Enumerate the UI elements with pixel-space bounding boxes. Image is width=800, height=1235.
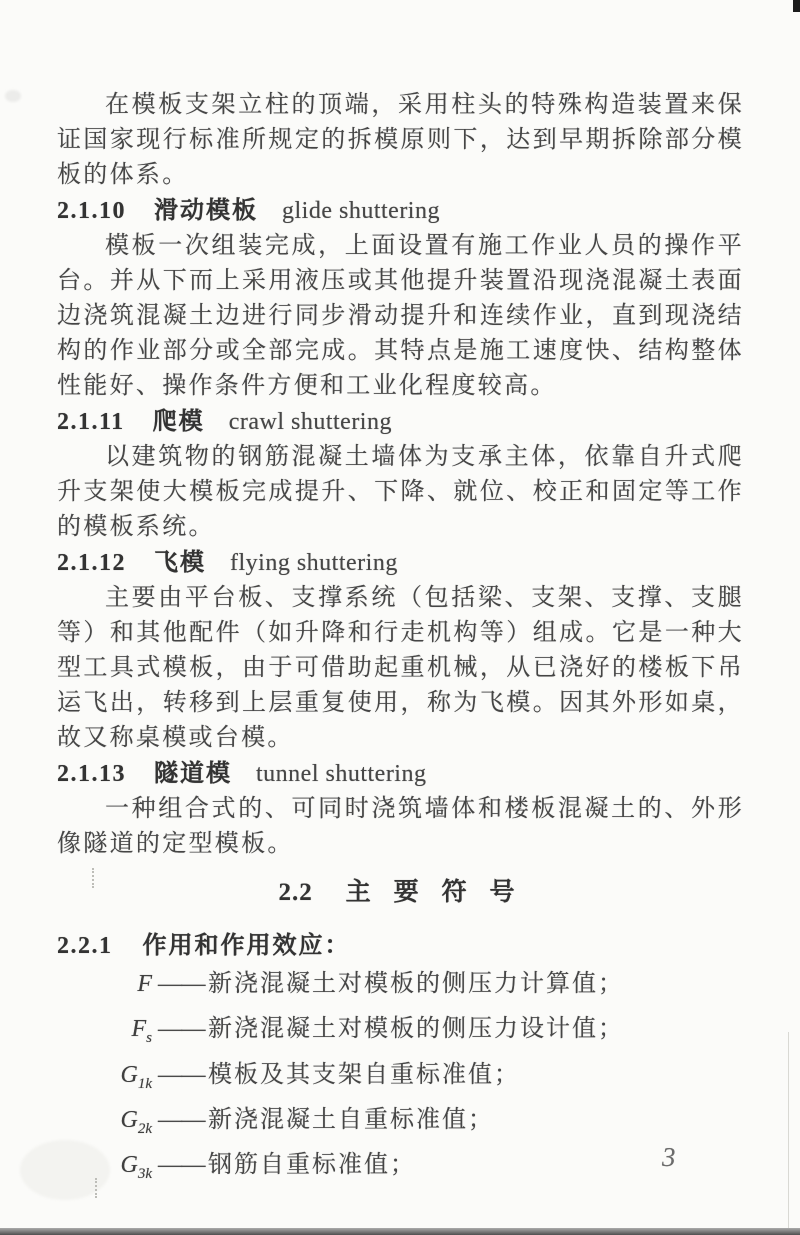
term-name-zh: 飞模 [154, 549, 206, 576]
symbol-dash: —— [158, 1016, 205, 1043]
clause-heading-2-2-1 [57, 928, 744, 964]
clause-number: 2.2.1 [57, 933, 113, 959]
symbol-description: 模板及其支架自重标准值； [208, 1061, 520, 1088]
symbol-list [57, 966, 744, 1192]
term-heading-2-1-13 [57, 756, 744, 792]
section-number: 2.2 [278, 879, 313, 906]
symbol-dash: —— [158, 1106, 205, 1133]
definition-paragraph-continuation: 在模板支架立柱的顶端，采用柱头的特殊构造装置来保证国家现行标准所规定的拆模原则下，达到早期拆除部分模板的体系。 [57, 92, 744, 188]
term-heading-2-1-10 [57, 193, 744, 229]
symbol-dash: —— [158, 1061, 205, 1088]
symbol-row [57, 1102, 744, 1147]
symbol-description: 新浇混凝土自重标准值； [208, 1106, 494, 1133]
symbol-name: F [137, 971, 152, 997]
symbol-description: 新浇混凝土对模板的侧压力设计值； [208, 1016, 624, 1043]
definition-paragraph: 以建筑物的钢筋混凝土墙体为支承主体，依靠自升式爬升支架使大模板完成提升、下降、就位、校正和固定等工作的模板系统。 [57, 444, 744, 540]
symbol-name: $F_s$ [131, 1016, 152, 1047]
term-name-en: flying shuttering [230, 550, 398, 576]
term-name-zh: 隧道模 [154, 760, 232, 787]
term-name-en: crawl shuttering [228, 409, 392, 435]
symbol-row [57, 1057, 744, 1102]
scan-edge-line [788, 1032, 789, 1228]
term-heading-2-1-11 [57, 404, 744, 440]
symbol-name: $G_{3k}$ [120, 1152, 152, 1182]
scan-corner-mark [793, 0, 800, 12]
scan-dotted-mark [92, 868, 94, 888]
definition-paragraph: 主要由平台板、支撑系统（包括梁、支架、支撑、支腿等）和其他配件（如升降和行走机构等）组成。它是一种大型工具式模板，由于可借助起重机械，从已浇好的楼板下吊运飞出，转移到上层重复使用，称为飞模。因其外形如桌，故又称桌模或台模。 [57, 585, 744, 751]
definition-paragraph: 一种组合式的、可同时浇筑墙体和楼板混凝土的、外形像隧道的定型模板。 [57, 796, 744, 857]
term-name-zh: 滑动模板 [154, 197, 258, 224]
scan-bottom-edge [0, 1228, 800, 1235]
term-number: 2.1.11 [57, 409, 125, 435]
term-heading-2-1-12 [57, 545, 744, 581]
term-name-en: tunnel shuttering [256, 761, 427, 787]
term-name-zh: 爬模 [152, 408, 205, 435]
symbol-row [57, 1011, 744, 1056]
page-number: 3 [662, 1142, 676, 1172]
symbol-description: 新浇混凝土对模板的侧压力计算值； [208, 971, 624, 997]
symbol-dash: —— [158, 971, 205, 997]
term-number: 2.1.12 [57, 550, 126, 576]
scan-dotted-mark [95, 1178, 97, 1198]
symbol-name: $G_{1k}$ [120, 1061, 152, 1092]
symbol-row [57, 966, 744, 1011]
symbol-name: $G_{2k}$ [120, 1106, 152, 1137]
symbol-row [57, 1147, 744, 1192]
section-title: 主 要 符 号 [345, 878, 523, 906]
symbol-description: 钢筋自重标准值； [208, 1152, 416, 1179]
term-number: 2.1.10 [57, 198, 126, 224]
page-content [57, 88, 744, 1192]
section-heading-2-2 [57, 875, 744, 910]
symbol-dash: —— [158, 1152, 205, 1179]
clause-title: 作用和作用效应： [142, 932, 351, 959]
scan-smudge [5, 90, 21, 102]
definition-paragraph: 模板一次组装完成，上面设置有施工作业人员的操作平台。并从下而上采用液压或其他提升装置沿现浇混凝土表面边浇筑混凝土边进行同步滑动提升和连续作业，直到现浇结构的作业部分或全部完成。其特点是施工速度快、结构整体性能好、操作条件方便和工业化程度较高。 [57, 233, 744, 399]
term-name-en: glide shuttering [282, 198, 440, 224]
term-number: 2.1.13 [57, 761, 126, 787]
